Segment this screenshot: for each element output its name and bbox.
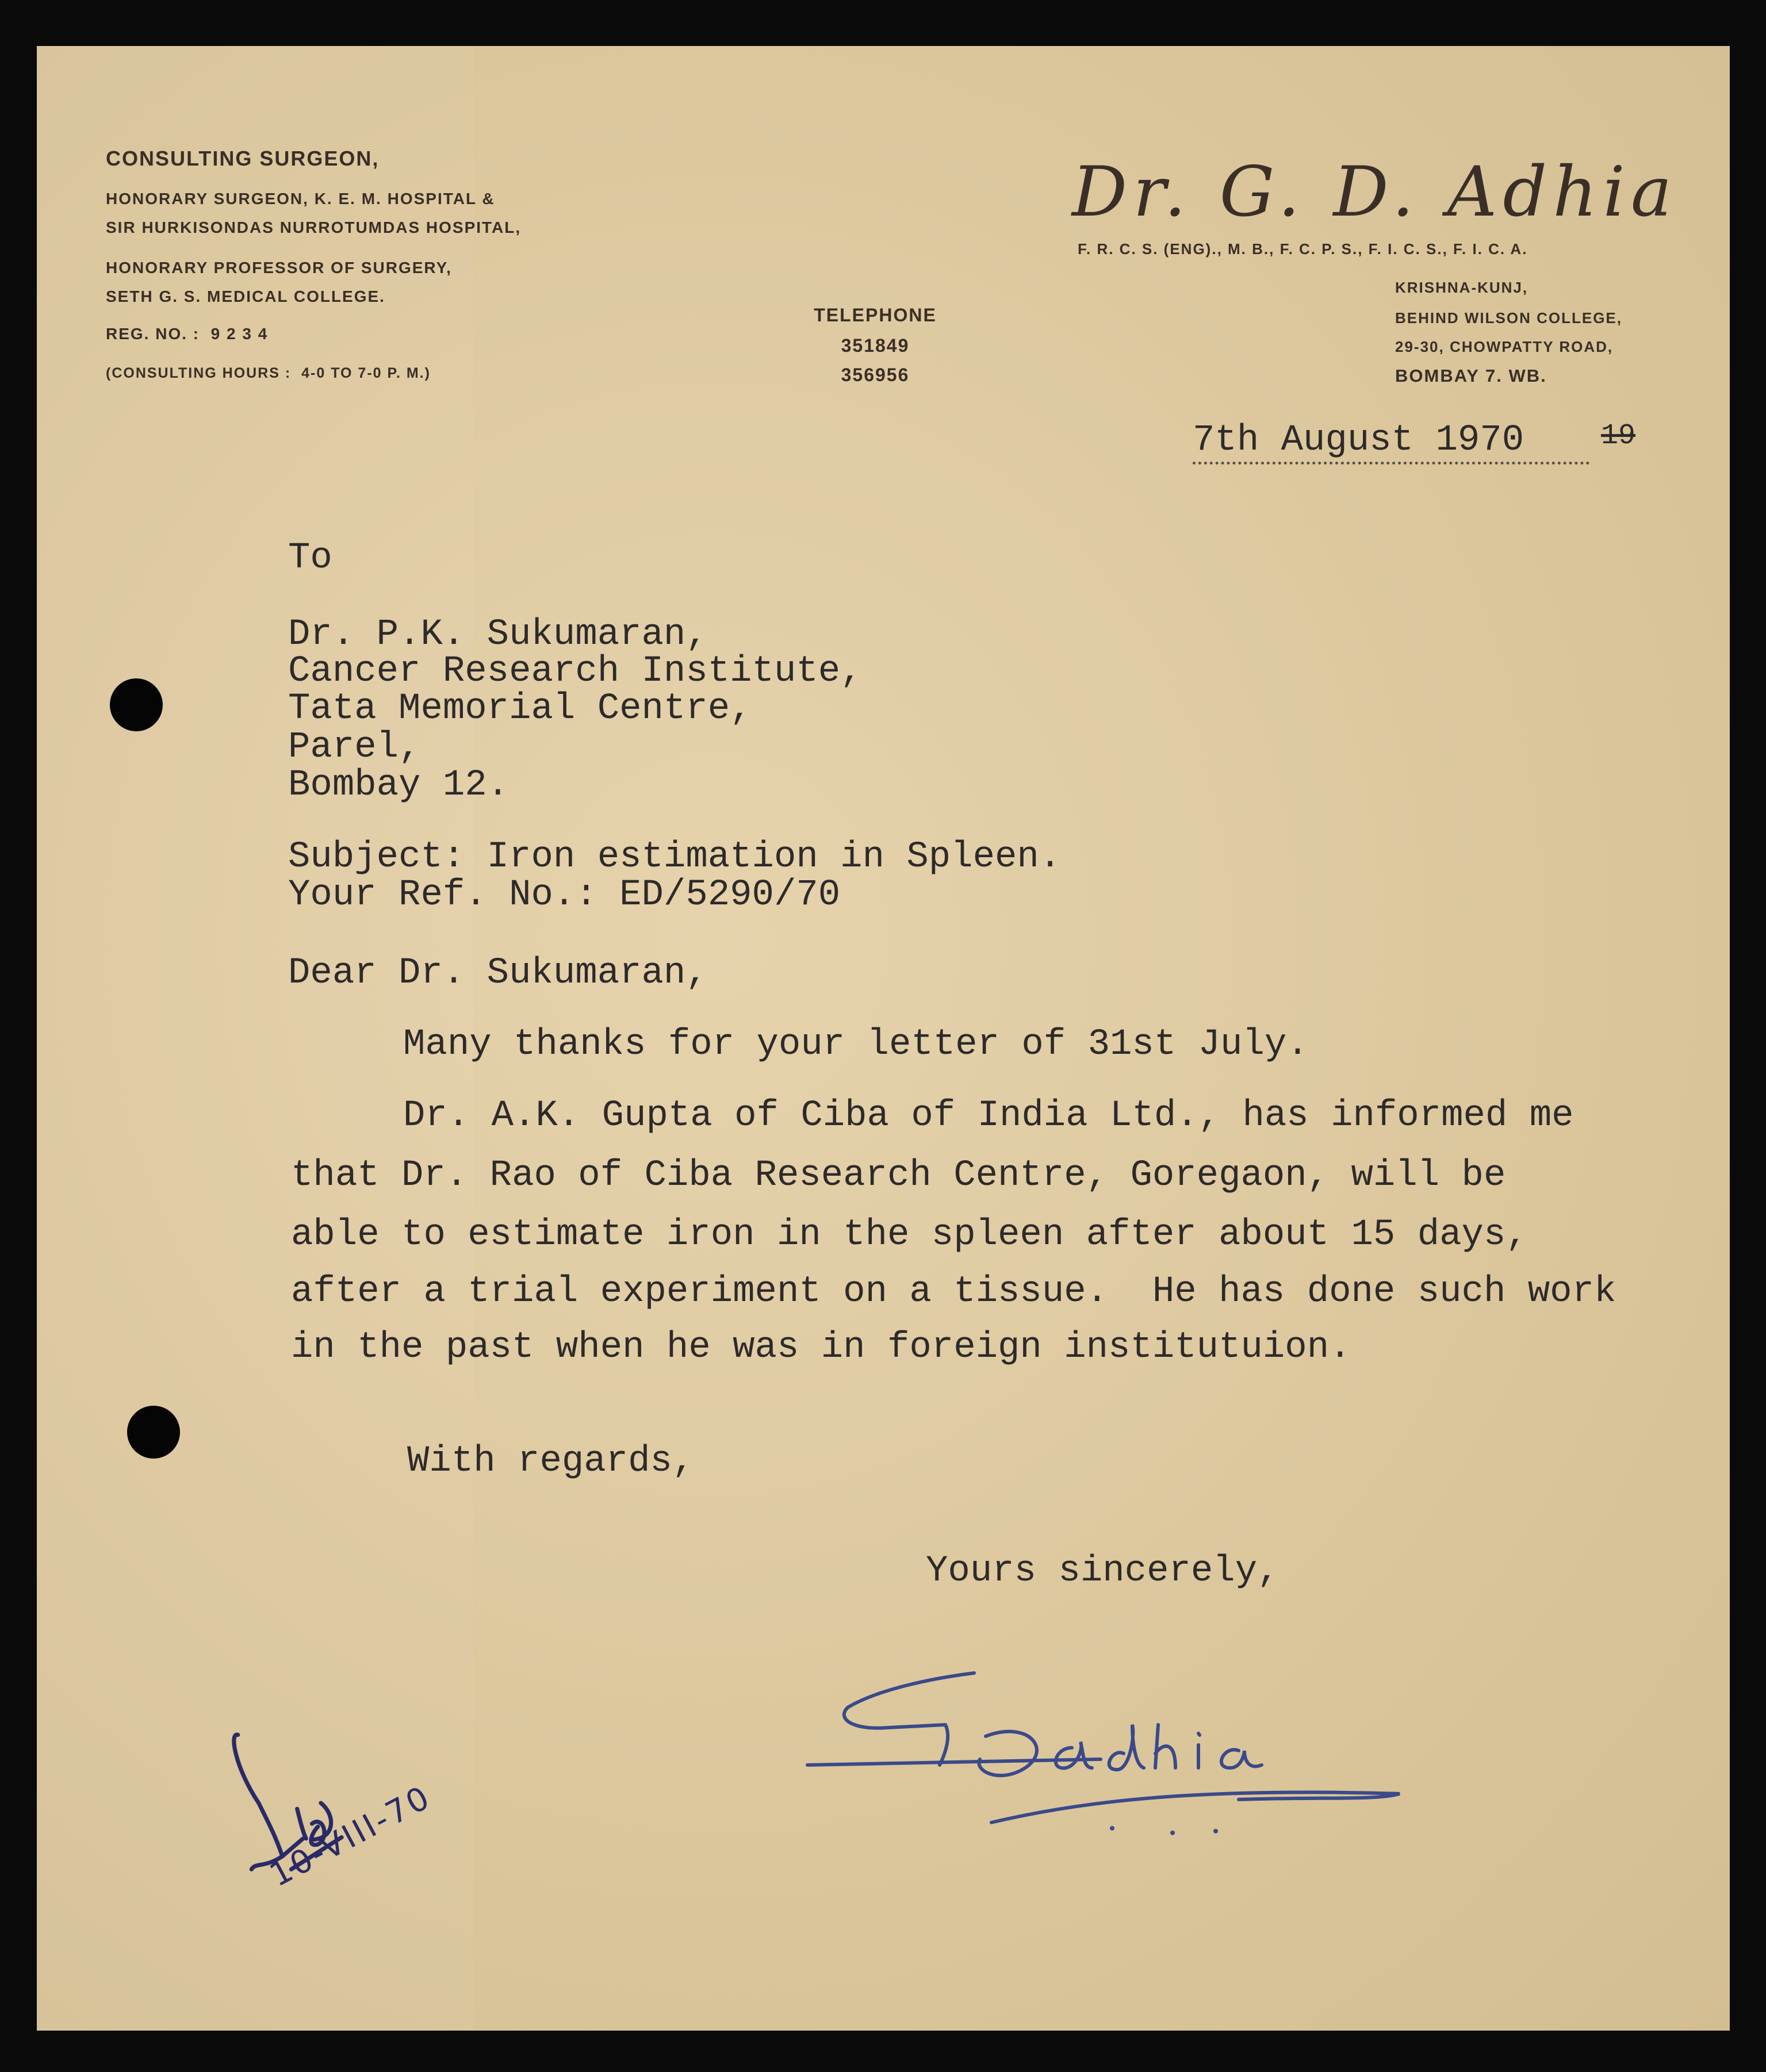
letterhead-line: SETH G. S. MEDICAL COLLEGE. (106, 287, 385, 305)
address-line: BEHIND WILSON COLLEGE, (1395, 309, 1622, 327)
qualifications: F. R. C. S. (ENG)., M. B., F. C. P. S., F. I. C. S., F. I. C. A. (1078, 240, 1528, 258)
telephone-label: TELEPHONE (814, 305, 937, 325)
letterhead-title: CONSULTING SURGEON, (106, 147, 380, 170)
address-line: 29-30, CHOWPATTY ROAD, (1395, 338, 1614, 355)
consulting-hours: (CONSULTING HOURS : 4-0 TO 7-0 P. M.) (106, 365, 431, 381)
paragraph-2-line: in the past when he was in foreign institutuion. (291, 1327, 1351, 1368)
letterhead-line: SIR HURKISONDAS NURROTUMDAS HOSPITAL, (106, 218, 522, 236)
handwritten-signature (802, 1621, 1446, 1840)
reference-line: Your Ref. No.: ED/5290/70 (288, 874, 841, 916)
annotation-date: 10-VIII-70 (263, 1778, 438, 1894)
letterhead-line: HONORARY PROFESSOR OF SURGERY, (106, 259, 452, 277)
punch-hole (110, 678, 163, 731)
address-line: KRISHNA-KUNJ, (1395, 279, 1529, 296)
recipient-line: Cancer Research Institute, (288, 651, 863, 692)
paragraph-2-line: Dr. A.K. Gupta of Ciba of India Ltd., has informed me (403, 1095, 1574, 1137)
address-line: BOMBAY 7. WB. (1395, 366, 1547, 386)
paragraph-2-line: after a trial experiment on a tissue. He has done such work (291, 1271, 1616, 1313)
telephone-number: 351849 (841, 335, 910, 356)
recipient-line: Parel, (288, 727, 421, 768)
letter-date: 7th August 1970 (1193, 420, 1524, 461)
salutation: Dear Dr. Sukumaran, (288, 953, 708, 994)
recipient-line: Dr. P.K. Sukumaran, (288, 614, 708, 655)
struck-year-prefix: 19 (1601, 420, 1636, 452)
paragraph-1: Many thanks for your letter of 31st July. (403, 1024, 1309, 1065)
regards: With regards, (407, 1441, 695, 1482)
paragraph-2-line: able to estimate iron in the spleen after about 15 days, (291, 1214, 1528, 1256)
closing: Yours sincerely, (926, 1551, 1280, 1592)
to-label: To (288, 538, 332, 579)
registration-number: REG. NO. : 9 2 3 4 (106, 325, 269, 343)
letterhead-name: Dr. G. D. Adhia (1072, 152, 1678, 232)
telephone-number: 356956 (841, 364, 910, 385)
punch-hole (127, 1406, 180, 1459)
letterhead-line: HONORARY SURGEON, K. E. M. HOSPITAL & (106, 190, 495, 208)
subject-line: Subject: Iron estimation in Spleen. (288, 837, 1062, 878)
recipient-line: Tata Memorial Centre, (288, 688, 752, 730)
recipient-line: Bombay 12. (288, 765, 510, 806)
paragraph-2-line: that Dr. Rao of Ciba Research Centre, Goregaon, will be (291, 1155, 1506, 1196)
letter-page (37, 46, 1730, 2031)
